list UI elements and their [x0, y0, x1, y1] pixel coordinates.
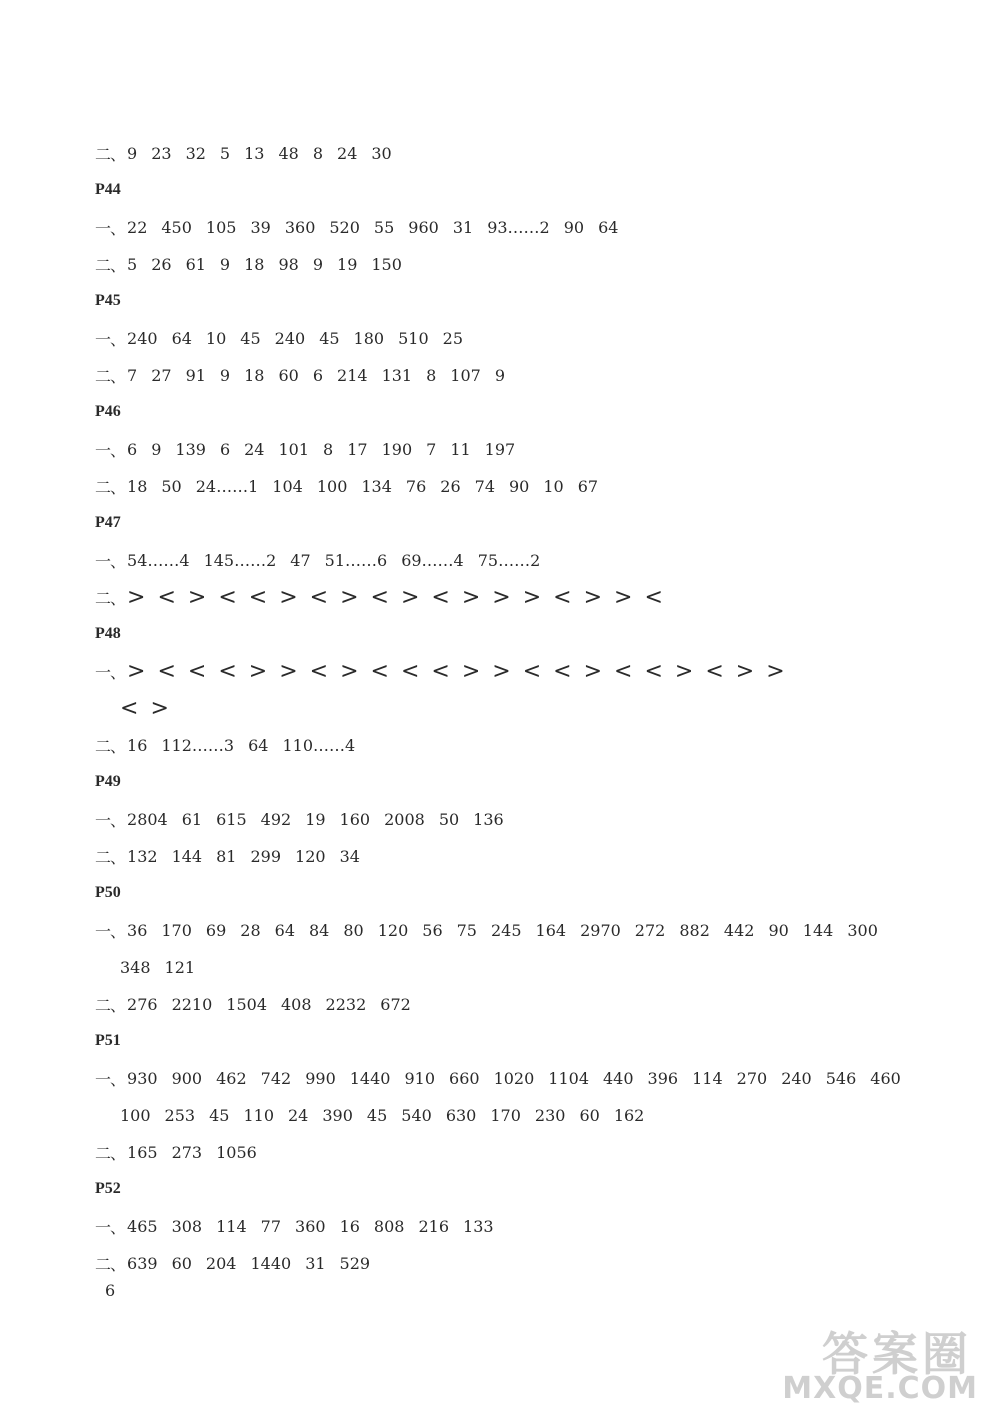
answer-value: 51……6 [324, 550, 388, 570]
answer-value: 24 [337, 143, 358, 163]
answer-value: 93……2 [487, 217, 550, 237]
answer-value: 882 [679, 920, 710, 940]
comparison-symbol: > [279, 584, 298, 610]
comparison-symbol: < [218, 584, 237, 610]
answer-value: 2008 [384, 809, 425, 829]
page-heading: P45 [95, 292, 121, 309]
answer-value: 134 [361, 476, 392, 496]
answer-value: 54……4 [127, 550, 190, 570]
answer-value: 360 [284, 217, 316, 237]
answer-row [95, 1248, 370, 1278]
answer-value: 74 [474, 476, 495, 496]
answer-value: 100 [316, 476, 348, 496]
answer-value: 133 [463, 1216, 494, 1236]
page-heading: P48 [95, 625, 121, 642]
comparison-symbol: < [431, 584, 450, 610]
comparison-symbol: < [522, 658, 542, 684]
answer-value: 50 [161, 476, 182, 496]
question-label: 二、 [95, 1143, 126, 1163]
answer-value: 7 [426, 439, 437, 459]
answer-value: 440 [603, 1068, 634, 1088]
question-label: 一、 [95, 921, 126, 941]
comparison-symbol: < [309, 658, 329, 684]
answer-value: 69 [205, 920, 227, 940]
answer-value: 216 [418, 1216, 450, 1236]
answer-value: 75 [456, 920, 477, 940]
question-label: 二、 [95, 144, 126, 164]
answer-value: 170 [161, 920, 192, 940]
comparison-symbol: > [248, 658, 268, 684]
answer-value: 308 [171, 1216, 203, 1236]
answer-value: 180 [353, 328, 385, 348]
page-heading: P52 [95, 1180, 121, 1197]
answer-value: 639 [127, 1253, 158, 1273]
answer-value: 540 [401, 1105, 432, 1125]
answer-value: 510 [398, 328, 429, 348]
comparison-row [120, 693, 181, 723]
answer-value: 36 [127, 920, 148, 940]
answer-values [120, 958, 195, 977]
answer-value: 76 [405, 476, 427, 496]
question-label: 二、 [95, 847, 126, 867]
answer-value: 145……2 [203, 550, 277, 570]
answer-value: 16 [127, 735, 148, 755]
question-label: 一、 [95, 551, 126, 571]
answer-value: 9 [219, 254, 231, 274]
comparison-row [95, 656, 797, 686]
answer-values [127, 329, 463, 348]
comparison-symbol: > [127, 658, 146, 684]
comparison-symbol: > [150, 695, 169, 721]
comparison-symbol: > [735, 658, 755, 684]
answer-value: 240 [127, 328, 158, 348]
comparison-symbol: > [583, 584, 603, 610]
comparison-symbol: > [522, 584, 542, 610]
answer-value: 28 [240, 920, 261, 940]
answer-value: 6 [312, 365, 324, 385]
answer-value: 77 [260, 1216, 282, 1236]
answer-value: 60 [278, 365, 299, 385]
answer-values [127, 366, 505, 385]
comparison-symbol: > [492, 584, 511, 610]
answer-row [95, 360, 505, 390]
answer-value: 8 [426, 365, 437, 385]
answer-value: 13 [244, 143, 265, 163]
comparison-symbol: > [127, 584, 146, 610]
answer-value: 144 [171, 846, 203, 866]
answer-value: 69……4 [401, 550, 464, 570]
answer-row [95, 545, 540, 575]
comparison-symbol: < [248, 584, 268, 610]
answer-value: 136 [473, 809, 504, 829]
answer-value: 165 [127, 1142, 158, 1162]
answer-value: 120 [295, 846, 326, 866]
answer-value: 742 [260, 1068, 292, 1088]
answer-value: 47 [290, 550, 311, 570]
answer-value: 22 [127, 217, 148, 237]
comparison-symbol: < [644, 584, 663, 610]
answer-row [95, 1063, 901, 1093]
answer-values [127, 736, 355, 755]
answer-value: 520 [329, 217, 360, 237]
answer-value: 396 [647, 1068, 679, 1088]
answer-value: 492 [260, 809, 292, 829]
answer-value: 465 [127, 1216, 158, 1236]
answer-value: 18 [127, 476, 148, 496]
answer-values [127, 1217, 494, 1236]
answer-value: 31 [452, 217, 474, 237]
comparison-symbol: < [309, 584, 329, 610]
answer-value: 112……3 [161, 735, 235, 755]
answer-value: 61 [181, 809, 203, 829]
answer-value: 39 [250, 217, 271, 237]
answer-value: 61 [185, 254, 206, 274]
answer-value: 84 [309, 920, 330, 940]
page-heading: P49 [95, 773, 121, 790]
answer-value: 253 [164, 1105, 196, 1125]
answer-value: 60 [171, 1253, 192, 1273]
answer-value: 450 [161, 217, 192, 237]
comparison-symbol: < [431, 658, 450, 684]
answer-value: 24……1 [195, 476, 259, 496]
watermark-logo-text: 答案圈 [822, 1327, 972, 1381]
answer-value: 808 [373, 1216, 405, 1236]
answer-value: 32 [185, 143, 206, 163]
page-heading: P44 [95, 181, 121, 198]
answer-value: 8 [312, 143, 324, 163]
answer-value: 1020 [493, 1068, 535, 1088]
answer-value: 67 [577, 476, 599, 496]
answer-value: 91 [185, 365, 206, 385]
answer-value: 170 [490, 1105, 521, 1125]
answer-value: 5 [219, 143, 231, 163]
answer-value: 2232 [325, 994, 367, 1014]
answer-value: 31 [305, 1253, 326, 1273]
answer-value: 6 [127, 439, 138, 459]
question-label: 二、 [95, 477, 126, 497]
answer-row [95, 212, 618, 242]
answer-value: 64 [274, 920, 295, 940]
answer-value: 131 [381, 365, 413, 385]
answer-value: 45 [240, 328, 261, 348]
answer-value: 1104 [548, 1068, 589, 1088]
answer-value: 2970 [580, 920, 621, 940]
answer-value: 90 [509, 476, 530, 496]
question-label: 二、 [95, 736, 126, 756]
answer-value: 18 [244, 365, 265, 385]
answer-value: 900 [171, 1068, 203, 1088]
answer-value: 990 [305, 1068, 336, 1088]
answer-value: 55 [373, 217, 395, 237]
answer-value: 9 [127, 143, 138, 163]
answer-value: 30 [371, 143, 392, 163]
comparison-symbol: < [157, 658, 176, 684]
comparison-symbol: > [583, 658, 603, 684]
answer-values [127, 218, 618, 237]
answer-value: 7 [127, 365, 138, 385]
question-label: 二、 [95, 995, 126, 1015]
answer-value: 64 [598, 217, 619, 237]
answer-value: 60 [579, 1105, 600, 1125]
comparison-symbol: > [187, 584, 207, 610]
answer-value: 27 [151, 365, 172, 385]
answer-values [127, 1143, 257, 1162]
answer-value: 24 [244, 439, 265, 459]
comparison-symbol: > [674, 658, 694, 684]
answer-value: 5 [127, 254, 138, 274]
comparison-symbol: > [279, 658, 298, 684]
answer-value: 197 [484, 439, 516, 459]
comparison-symbol: < [120, 695, 139, 721]
answer-value: 150 [371, 254, 402, 274]
answer-value: 19 [305, 809, 326, 829]
answer-value: 23 [151, 143, 172, 163]
answer-row [95, 841, 360, 871]
answer-value: 2804 [127, 809, 168, 829]
answer-values [127, 255, 402, 274]
answer-value: 19 [337, 254, 358, 274]
answer-value: 139 [175, 439, 206, 459]
question-label: 一、 [95, 329, 126, 349]
answer-value: 80 [343, 920, 364, 940]
answer-value: 240 [781, 1068, 812, 1088]
answer-value: 107 [450, 365, 481, 385]
answer-value: 8 [323, 439, 334, 459]
answer-row [120, 1100, 644, 1130]
answer-value: 442 [723, 920, 755, 940]
answer-values [127, 585, 675, 610]
answer-value: 105 [205, 217, 237, 237]
comparison-symbol: < [370, 584, 389, 610]
comparison-symbol: < [553, 658, 572, 684]
answer-value: 114 [216, 1216, 247, 1236]
answer-value: 6 [219, 439, 231, 459]
answer-value: 10 [543, 476, 564, 496]
answer-value: 462 [216, 1068, 247, 1088]
answer-values [127, 440, 515, 459]
answer-value: 245 [490, 920, 522, 940]
answer-row [95, 915, 878, 945]
answer-value: 204 [205, 1253, 237, 1273]
answer-value: 48 [278, 143, 299, 163]
answer-value: 18 [244, 254, 265, 274]
question-label: 二、 [95, 255, 126, 275]
answer-value: 26 [151, 254, 172, 274]
answer-value: 2210 [171, 994, 213, 1014]
answer-values [127, 551, 540, 570]
answer-value: 230 [534, 1105, 566, 1125]
comparison-symbol: < [705, 658, 724, 684]
answer-value: 25 [442, 328, 463, 348]
comparison-symbol: > [461, 658, 481, 684]
answer-value: 17 [347, 439, 368, 459]
answer-value: 9 [312, 254, 324, 274]
answer-values [120, 1106, 644, 1125]
answer-value: 276 [127, 994, 158, 1014]
answer-value: 90 [563, 217, 585, 237]
answer-value: 1056 [216, 1142, 257, 1162]
answer-value: 546 [825, 1068, 857, 1088]
answer-values [127, 144, 392, 163]
answer-value: 10 [205, 328, 227, 348]
answer-value: 160 [339, 809, 371, 829]
answer-row [95, 323, 463, 353]
question-label: 一、 [95, 218, 126, 238]
answer-value: 910 [404, 1068, 436, 1088]
answer-value: 390 [322, 1105, 353, 1125]
answer-value: 348 [120, 957, 151, 977]
answer-row [95, 1137, 257, 1167]
comparison-symbol: > [614, 584, 633, 610]
answer-values [127, 659, 797, 684]
comparison-symbol: < [644, 658, 663, 684]
answer-value: 45 [366, 1105, 388, 1125]
answer-value: 121 [164, 957, 196, 977]
answer-value: 120 [377, 920, 409, 940]
answer-value: 272 [634, 920, 666, 940]
comparison-symbol: > [492, 658, 511, 684]
answer-values [120, 696, 181, 721]
answer-value: 9 [151, 439, 162, 459]
answer-row [95, 989, 411, 1019]
answer-value: 110……4 [282, 735, 356, 755]
answer-row [95, 730, 355, 760]
watermark [697, 1318, 982, 1408]
answer-value: 190 [381, 439, 413, 459]
page-heading: P51 [95, 1032, 121, 1049]
answer-values [127, 921, 878, 940]
comparison-symbol: < [553, 584, 572, 610]
comparison-symbol: > [766, 658, 785, 684]
answer-value: 45 [319, 328, 340, 348]
answer-value: 16 [339, 1216, 360, 1236]
answer-value: 11 [450, 439, 471, 459]
page-heading: P50 [95, 884, 121, 901]
answer-row [95, 1211, 494, 1241]
answer-row [95, 804, 504, 834]
answer-value: 81 [216, 846, 237, 866]
page-number: 6 [105, 1281, 116, 1300]
question-label: 一、 [95, 440, 126, 460]
answer-value: 9 [219, 365, 231, 385]
answer-row [95, 434, 515, 464]
answer-value: 101 [278, 439, 310, 459]
comparison-symbol: > [340, 658, 359, 684]
answer-value: 270 [736, 1068, 768, 1088]
question-label: 二、 [95, 366, 126, 386]
answer-value: 104 [272, 476, 303, 496]
question-label: 一、 [95, 810, 126, 830]
answer-value: 214 [337, 365, 368, 385]
answer-values [127, 810, 504, 829]
comparison-symbol: < [370, 658, 389, 684]
answer-value: 460 [870, 1068, 901, 1088]
answer-row [120, 952, 195, 982]
answer-value: 630 [445, 1105, 477, 1125]
watermark-url: MXQE.COM [782, 1371, 978, 1406]
comparison-symbol: > [340, 584, 359, 610]
answer-value: 50 [438, 809, 460, 829]
answer-value: 1440 [349, 1068, 391, 1088]
question-label: 一、 [95, 1217, 126, 1237]
answer-value: 64 [171, 328, 192, 348]
answer-value: 672 [380, 994, 411, 1014]
comparison-symbol: < [218, 658, 237, 684]
comparison-symbol: < [187, 658, 207, 684]
answer-value: 144 [802, 920, 834, 940]
answer-value: 360 [295, 1216, 326, 1236]
question-label: 一、 [95, 662, 126, 682]
answer-value: 9 [494, 365, 506, 385]
answer-value: 100 [120, 1105, 151, 1125]
answer-values [127, 1069, 901, 1088]
answer-value: 110 [243, 1105, 274, 1125]
page-heading: P47 [95, 514, 121, 531]
answer-value: 98 [278, 254, 299, 274]
answer-value: 300 [847, 920, 878, 940]
answer-values [127, 1254, 370, 1273]
answer-value: 1440 [250, 1253, 292, 1273]
answer-values [127, 995, 411, 1014]
answer-row [95, 471, 598, 501]
answer-value: 114 [692, 1068, 723, 1088]
comparison-symbol: > [400, 584, 420, 610]
answer-value: 45 [209, 1105, 230, 1125]
answer-row [95, 249, 402, 279]
answer-value: 960 [408, 217, 439, 237]
comparison-symbol: < [157, 584, 176, 610]
answer-value: 56 [422, 920, 443, 940]
answer-value: 930 [127, 1068, 158, 1088]
answer-value: 529 [339, 1253, 371, 1273]
answer-value: 299 [250, 846, 282, 866]
answer-value: 1504 [226, 994, 267, 1014]
answer-value: 660 [449, 1068, 480, 1088]
answer-value: 615 [216, 809, 247, 829]
question-label: 二、 [95, 588, 126, 608]
answer-row [95, 138, 392, 168]
page-heading: P46 [95, 403, 121, 420]
answer-values [127, 847, 360, 866]
answer-value: 26 [440, 476, 461, 496]
answer-value: 162 [613, 1105, 645, 1125]
answer-value: 90 [768, 920, 789, 940]
answer-value: 34 [339, 846, 360, 866]
answer-value: 408 [281, 994, 312, 1014]
question-label: 一、 [95, 1069, 126, 1089]
question-label: 二、 [95, 1254, 126, 1274]
comparison-symbol: > [461, 584, 481, 610]
answer-value: 75……2 [477, 550, 541, 570]
answer-value: 273 [171, 1142, 203, 1162]
answer-value: 240 [274, 328, 306, 348]
answer-value: 164 [535, 920, 567, 940]
comparison-symbol: < [614, 658, 633, 684]
comparison-row [95, 582, 675, 612]
answer-value: 64 [248, 735, 269, 755]
answer-values [127, 477, 598, 496]
answer-value: 24 [288, 1105, 309, 1125]
answer-value: 132 [127, 846, 158, 866]
comparison-symbol: < [400, 658, 420, 684]
